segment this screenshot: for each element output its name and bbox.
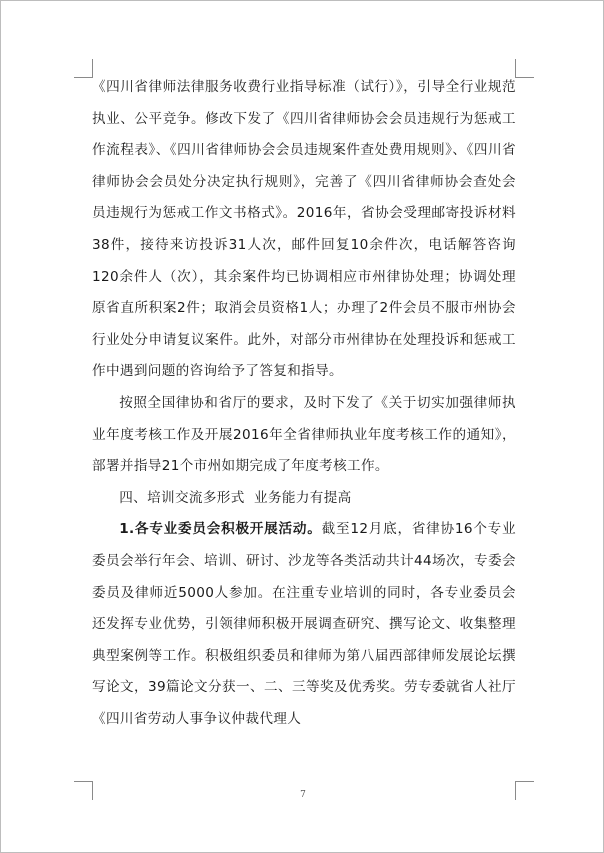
- item-lead: 1.各专业委员会积极开展活动。: [119, 521, 322, 538]
- crop-mark-top-right: [515, 59, 534, 78]
- paragraph-complaints: 《四川省律师法律服务收费行业指导标准（试行）》，引导全行业规范执业、公平竞争。修改下发了《四川省律师协会会员违规行为惩戒工作流程表》、《四川省律师协会会员违规案件查处费用规则》、《四川省律师协会会员处分决定执行规则》，完善了《四川省律师协会查处会员违规行为惩戒工作文书格式》。2016年，省协会受理邮寄投诉材料38件，接待来访投诉31人次，邮件回复10余件次，电话解答咨询120余件人（次），其余案件均已协调相应市州律协处理；协调处理原省直所积案2件；取消会员资格1人；办理了2件会员不服市州协会行业处分申请复议案件。此外，对部分市州律协在处理投诉和惩戒工作中遇到问题的咨询给予了答复和指导。: [92, 79, 516, 380]
- paragraph-committees: [92, 514, 516, 735]
- paragraph-annual-review: 按照全国律协和省厅的要求，及时下发了《关于切实加强律师执业年度考核工作及开展2016年全省律师执业年度考核工作的通知》，部署并指导21个市州如期完成了年度考核工作。: [92, 394, 516, 475]
- item-text: 截至12月底，省律协16个专业委员会举行年会、培训、研讨、沙龙等各类活动共计44场次，专委会委员及律师近5000人参加。在注重专业培训的同时，各专业委员会还发挥专业优势，引领律师积极开展调查研究、撰写论文、收集整理典型案例等工作。积极组织委员和律师为第八届西部律师发展论坛撰写论文，39篇论文分获一、二、三等奖及优秀奖。劳专委就省人社厅《四川省劳动人事争议仲裁代理人: [92, 521, 516, 727]
- section-heading: 四、培训交流多形式 业务能力有提高: [119, 489, 352, 506]
- page-number: 7: [300, 790, 306, 800]
- crop-mark-top-left: [74, 59, 93, 78]
- document-body: [92, 72, 516, 735]
